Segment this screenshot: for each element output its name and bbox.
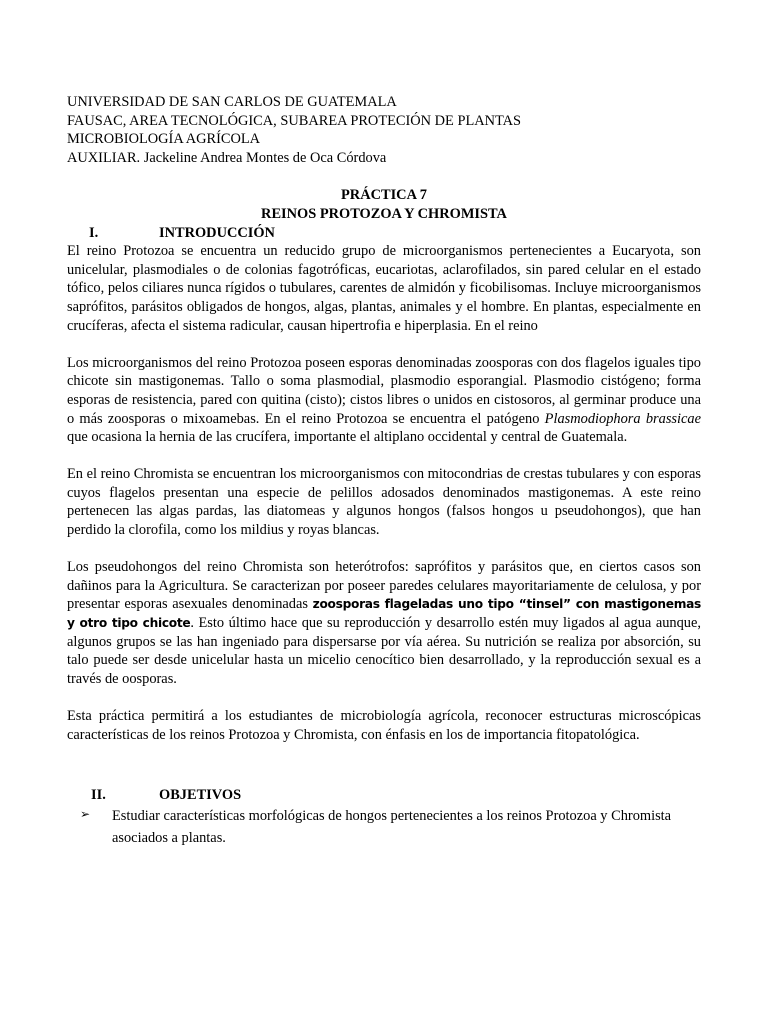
intro-paragraph-3: En el reino Chromista se encuentran los microorganismos con mitocondrias de crestas tubulares y con esporas cuyos flagelos presentan una especie de pelillos adosados denominados mastigonemas. A este reino pertenecen las algas pardas, las diatomeas y algunos hongos (falsos hongos u pseudohongos), que han perdido la clorofila, como los mildius y royas blancas. <box>67 466 701 539</box>
header-course: MICROBIOLOGÍA AGRÍCOLA <box>67 131 261 148</box>
intro-paragraph-4 <box>67 558 701 688</box>
intro-paragraph-1: El reino Protozoa se encuentra un reducido grupo de microorganismos pertenecientes a Eucaryota, son unicelular, plasmodiales o de colonias fagotróficas, eucariotas, aclarofilados, sin pared celular en el estado tófico, pelos ciliares nunca rígidos o tubulares, carentes de almidón y ficobilisomas. Incluye microorganismos saprófitos, parásitos obligados de hongos, algas, plantas, animales y el hombre. En plantas, especialmente en crucíferas, afecta el sistema radicular, causan hipertrofia e hiperplasia. En el reino <box>67 243 701 334</box>
title-block <box>67 186 701 223</box>
header-assistant: AUXILIAR. Jackeline Andrea Montes de Oca Córdova <box>67 149 387 166</box>
section-title: INTRODUCCIÓN <box>159 224 275 241</box>
section-number: II. <box>91 787 106 804</box>
header-university: UNIVERSIDAD DE SAN CARLOS DE GUATEMALA <box>67 94 397 110</box>
section-number: I. <box>89 224 99 241</box>
paragraph-text: Los microorganismos del reino Protozoa poseen esporas denominadas zoosporas con dos flagelos iguales tipo chicote sin mastigonemas. Tallo o soma plasmodial, plasmodio esporangial. Plasmodio cistógeno; forma esporas de resistencia, pared con quitina (cisto); cistos libres o unidos en cistosoros, al germinar produce una o más zoosporas o mixoamebas. En el reino Protozoa se encuentra el patógeno <box>67 354 701 427</box>
intro-paragraph-2 <box>67 354 701 447</box>
paragraph-text: que ocasiona la hernia de las crucífera, importante el altiplano occidental y central de Guatemala. <box>67 429 628 446</box>
paragraph-text: Los pseudohongos del reino Chromista son heterótrofos: saprófitos y parásitos que, en ciertos casos son dañinos para la Agricultura. Se caracterizan por poseer paredes celulares mayoritariamente de celulosa, y por presentar esporas asexuales denominadas <box>67 559 701 613</box>
emphasized-text: zoosporas flageladas uno tipo “tinsel” con mastigonemas y otro tipo chicote <box>67 597 701 631</box>
pathogen-name: Plasmodiophora brassicae <box>544 410 701 427</box>
practice-title: PRÁCTICA 7 <box>341 187 427 204</box>
intro-paragraph-5: Esta práctica permitirá a los estudiantes de microbiología agrícola, reconocer estructuras microscópicas características de los reinos Protozoa y Chromista, con énfasis en los de importancia fitopatológica. <box>67 708 701 743</box>
arrow-bullet-icon: ➢ <box>80 806 91 821</box>
section-heading-objetivos <box>67 786 701 805</box>
paragraph-text: . Esto último hace que su reproducción y desarrollo estén muy ligados al agua aunque, algunos grupos se las han ingeniado para dispersarse por vía aérea. Su nutrición se realiza por absorción, su talo puede ser desde unicelular hasta un micelio cenocítico bien desarrollado, y la reproducción sexual es a través de oosporas. <box>67 615 701 687</box>
header-faculty: FAUSAC, AREA TECNOLÓGICA, SUBAREA PROTECIÓN DE PLANTAS <box>67 112 522 129</box>
list-item <box>67 805 701 849</box>
practice-subtitle: REINOS PROTOZOA Y CHROMISTA <box>261 205 507 222</box>
objective-text: Estudiar características morfológicas de hongos pertenecientes a los reinos Protozoa y Chromista asociados a plantas. <box>112 807 672 846</box>
section-heading-introduccion <box>67 224 701 243</box>
section-title: OBJETIVOS <box>159 787 242 804</box>
document-header <box>67 93 701 167</box>
